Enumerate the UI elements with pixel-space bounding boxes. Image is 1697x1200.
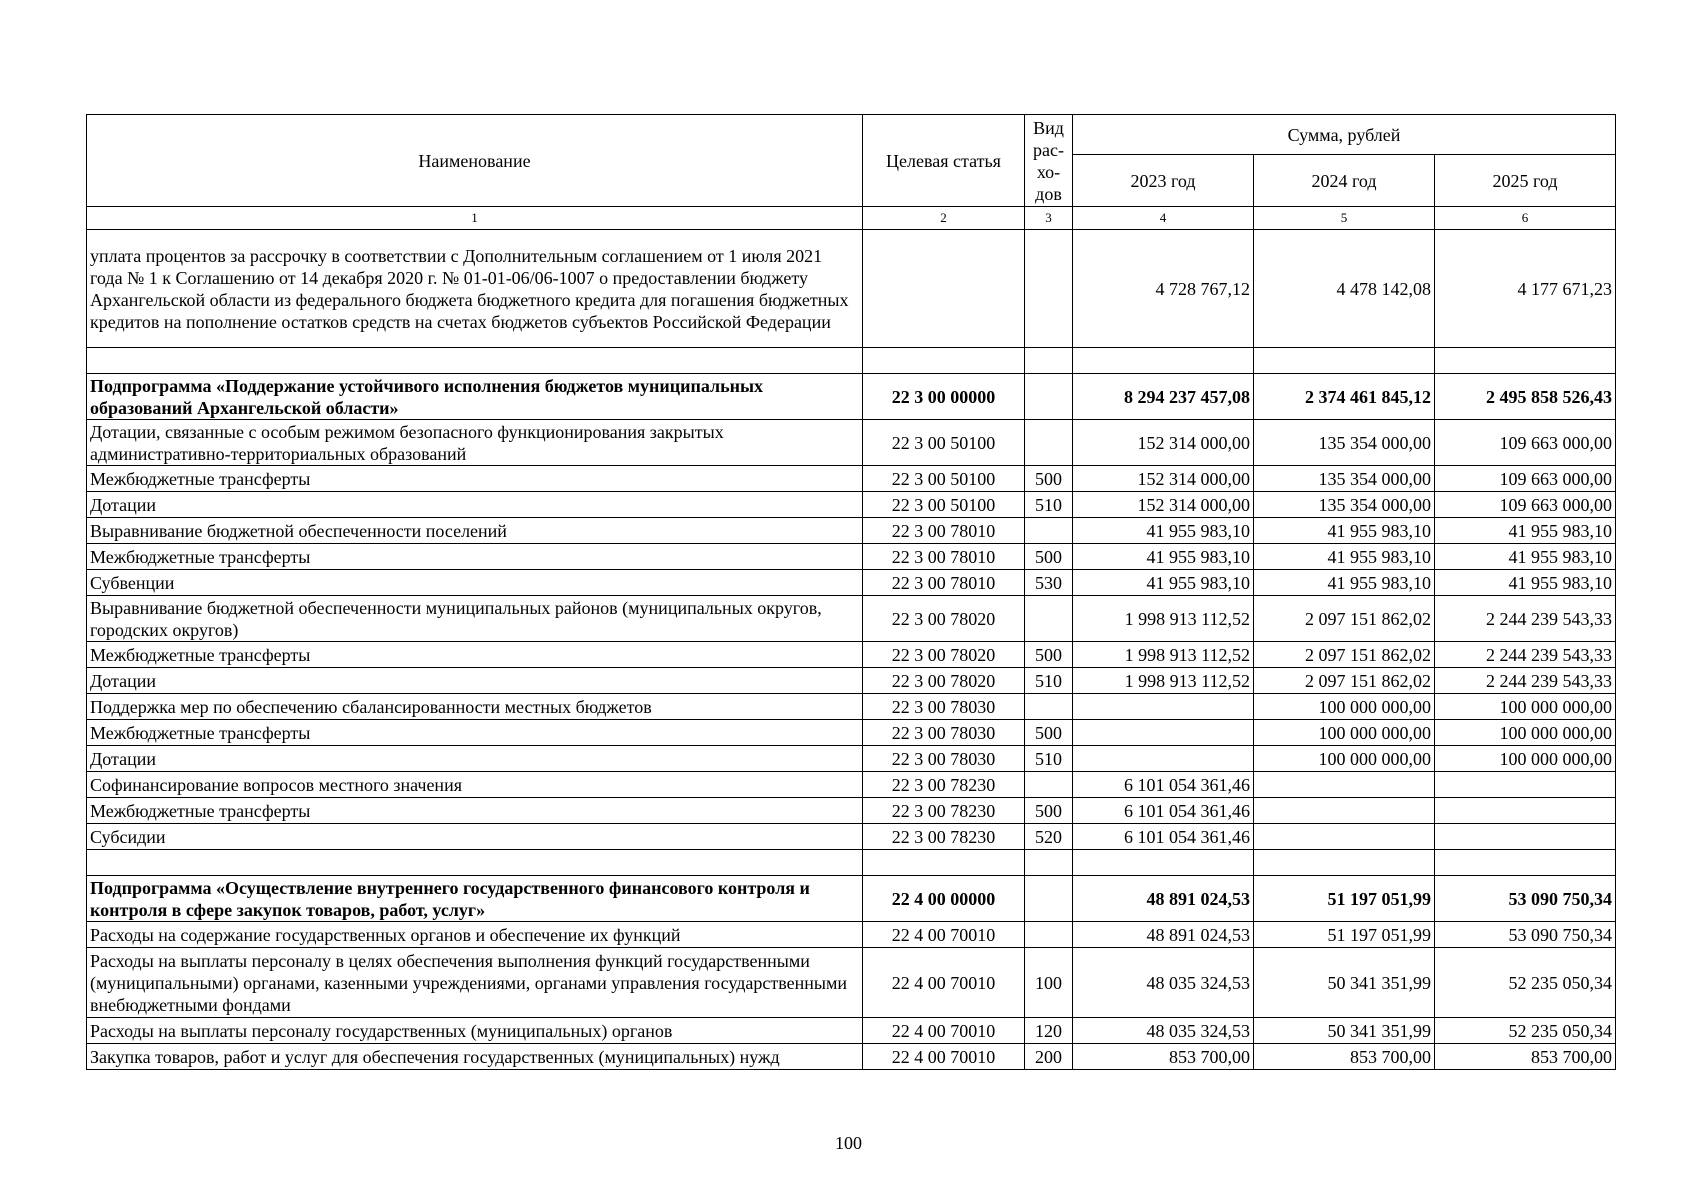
row-amount-2024: 51 197 051,99 xyxy=(1254,876,1435,922)
row-amount-2023: 152 314 000,00 xyxy=(1073,492,1254,518)
row-target-article: 22 3 00 50100 xyxy=(863,466,1025,492)
table-body xyxy=(87,230,1616,1070)
header-sum: Сумма, рублей xyxy=(1073,115,1616,155)
row-amount-2023: 41 955 983,10 xyxy=(1073,570,1254,596)
row-target-article: 22 3 00 78020 xyxy=(863,596,1025,642)
row-amount-2023: 41 955 983,10 xyxy=(1073,518,1254,544)
row-amount-2025: 100 000 000,00 xyxy=(1435,746,1616,772)
row-expense-type: 530 xyxy=(1025,570,1073,596)
row-name: Субсидии xyxy=(87,824,863,850)
row-amount-2025: 100 000 000,00 xyxy=(1435,694,1616,720)
row-name: Дотации xyxy=(87,668,863,694)
row-target-article: 22 3 00 50100 xyxy=(863,420,1025,466)
row-amount-2024: 2 374 461 845,12 xyxy=(1254,374,1435,420)
row-amount-2025: 109 663 000,00 xyxy=(1435,492,1616,518)
table-row xyxy=(87,544,1616,570)
row-amount-2024 xyxy=(1254,348,1435,374)
table-row xyxy=(87,1044,1616,1070)
row-amount-2024: 135 354 000,00 xyxy=(1254,466,1435,492)
row-name xyxy=(87,850,863,876)
row-amount-2025: 52 235 050,34 xyxy=(1435,1018,1616,1044)
row-amount-2025: 2 495 858 526,43 xyxy=(1435,374,1616,420)
row-expense-type xyxy=(1025,374,1073,420)
blank-row xyxy=(87,348,1616,374)
header-name: Наименование xyxy=(87,115,863,207)
row-name: Субвенции xyxy=(87,570,863,596)
table-row xyxy=(87,876,1616,922)
row-target-article: 22 3 00 78030 xyxy=(863,720,1025,746)
row-amount-2025: 100 000 000,00 xyxy=(1435,720,1616,746)
row-amount-2024 xyxy=(1254,798,1435,824)
row-expense-type: 200 xyxy=(1025,1044,1073,1070)
row-amount-2024 xyxy=(1254,824,1435,850)
row-amount-2023: 1 998 913 112,52 xyxy=(1073,642,1254,668)
row-name: Софинансирование вопросов местного значения xyxy=(87,772,863,798)
row-expense-type: 510 xyxy=(1025,668,1073,694)
row-target-article: 22 3 00 78230 xyxy=(863,772,1025,798)
row-amount-2025: 109 663 000,00 xyxy=(1435,466,1616,492)
row-target-article: 22 4 00 70010 xyxy=(863,1044,1025,1070)
row-amount-2023: 41 955 983,10 xyxy=(1073,544,1254,570)
table-row xyxy=(87,1018,1616,1044)
row-amount-2024: 100 000 000,00 xyxy=(1254,720,1435,746)
row-expense-type: 120 xyxy=(1025,1018,1073,1044)
row-name: Выравнивание бюджетной обеспеченности муниципальных районов (муниципальных округов, городских округов) xyxy=(87,596,863,642)
row-amount-2025 xyxy=(1435,798,1616,824)
row-name: Расходы на содержание государственных органов и обеспечение их функций xyxy=(87,922,863,948)
row-expense-type: 100 xyxy=(1025,948,1073,1018)
row-amount-2023: 48 035 324,53 xyxy=(1073,1018,1254,1044)
header-expense-type: Вид рас-хо-дов xyxy=(1025,115,1073,207)
table-row xyxy=(87,374,1616,420)
row-expense-type: 500 xyxy=(1025,642,1073,668)
row-name: Дотации, связанные с особым режимом безопасного функционирования закрытых административно-территориальных образований xyxy=(87,420,863,466)
row-amount-2023 xyxy=(1073,850,1254,876)
column-number: 4 xyxy=(1073,207,1254,230)
row-name: Дотации xyxy=(87,746,863,772)
row-amount-2025: 2 244 239 543,33 xyxy=(1435,596,1616,642)
header-target-article: Целевая статья xyxy=(863,115,1025,207)
row-amount-2023 xyxy=(1073,348,1254,374)
row-name xyxy=(87,348,863,374)
row-name: Дотации xyxy=(87,492,863,518)
table-row xyxy=(87,694,1616,720)
table-row xyxy=(87,922,1616,948)
row-name: Поддержка мер по обеспечению сбалансированности местных бюджетов xyxy=(87,694,863,720)
row-name: Межбюджетные трансферты xyxy=(87,642,863,668)
row-expense-type: 520 xyxy=(1025,824,1073,850)
row-expense-type xyxy=(1025,230,1073,348)
row-amount-2025: 41 955 983,10 xyxy=(1435,544,1616,570)
row-amount-2023: 4 728 767,12 xyxy=(1073,230,1254,348)
table-row xyxy=(87,824,1616,850)
row-name: Закупка товаров, работ и услуг для обеспечения государственных (муниципальных) нужд xyxy=(87,1044,863,1070)
row-amount-2023 xyxy=(1073,720,1254,746)
row-expense-type xyxy=(1025,694,1073,720)
table-row xyxy=(87,642,1616,668)
column-number: 1 xyxy=(87,207,863,230)
row-amount-2025 xyxy=(1435,772,1616,798)
row-name: Подпрограмма «Осуществление внутреннего государственного финансового контроля и контроля в сфере закупок товаров, работ, услуг» xyxy=(87,876,863,922)
row-amount-2023: 853 700,00 xyxy=(1073,1044,1254,1070)
row-amount-2024: 41 955 983,10 xyxy=(1254,544,1435,570)
row-amount-2024: 2 097 151 862,02 xyxy=(1254,596,1435,642)
row-name: Межбюджетные трансферты xyxy=(87,544,863,570)
table-row xyxy=(87,466,1616,492)
header-year-2024: 2024 год xyxy=(1254,155,1435,207)
table-row xyxy=(87,772,1616,798)
row-target-article xyxy=(863,850,1025,876)
column-number: 6 xyxy=(1435,207,1616,230)
row-target-article: 22 3 00 78230 xyxy=(863,798,1025,824)
row-amount-2024 xyxy=(1254,772,1435,798)
row-amount-2025: 109 663 000,00 xyxy=(1435,420,1616,466)
row-amount-2025: 2 244 239 543,33 xyxy=(1435,668,1616,694)
row-target-article: 22 3 00 78020 xyxy=(863,668,1025,694)
row-target-article xyxy=(863,348,1025,374)
row-amount-2024: 100 000 000,00 xyxy=(1254,746,1435,772)
row-expense-type xyxy=(1025,922,1073,948)
row-name: Расходы на выплаты персоналу в целях обеспечения выполнения функций государственными (муниципальными) органами, казенными учреждениями, органами управления государственными внебюджетными фондами xyxy=(87,948,863,1018)
row-target-article: 22 3 00 78030 xyxy=(863,694,1025,720)
row-amount-2023 xyxy=(1073,746,1254,772)
row-amount-2024: 2 097 151 862,02 xyxy=(1254,668,1435,694)
row-amount-2024 xyxy=(1254,850,1435,876)
table-row xyxy=(87,948,1616,1018)
row-amount-2024: 50 341 351,99 xyxy=(1254,1018,1435,1044)
row-target-article: 22 4 00 70010 xyxy=(863,948,1025,1018)
row-amount-2023: 152 314 000,00 xyxy=(1073,420,1254,466)
row-name: Межбюджетные трансферты xyxy=(87,466,863,492)
table-row xyxy=(87,492,1616,518)
row-amount-2024: 41 955 983,10 xyxy=(1254,518,1435,544)
row-expense-type: 500 xyxy=(1025,720,1073,746)
row-amount-2025: 52 235 050,34 xyxy=(1435,948,1616,1018)
row-target-article: 22 3 00 00000 xyxy=(863,374,1025,420)
row-amount-2025: 41 955 983,10 xyxy=(1435,570,1616,596)
row-expense-type xyxy=(1025,876,1073,922)
row-amount-2025 xyxy=(1435,348,1616,374)
row-amount-2023: 8 294 237 457,08 xyxy=(1073,374,1254,420)
row-amount-2024: 135 354 000,00 xyxy=(1254,420,1435,466)
row-expense-type: 510 xyxy=(1025,492,1073,518)
table-row xyxy=(87,230,1616,348)
row-amount-2023: 6 101 054 361,46 xyxy=(1073,798,1254,824)
row-amount-2023: 1 998 913 112,52 xyxy=(1073,596,1254,642)
row-target-article: 22 3 00 78010 xyxy=(863,518,1025,544)
table-row xyxy=(87,798,1616,824)
row-target-article: 22 3 00 50100 xyxy=(863,492,1025,518)
row-target-article: 22 4 00 00000 xyxy=(863,876,1025,922)
row-amount-2024: 853 700,00 xyxy=(1254,1044,1435,1070)
table-row xyxy=(87,518,1616,544)
row-amount-2025: 53 090 750,34 xyxy=(1435,876,1616,922)
header-year-2025: 2025 год xyxy=(1435,155,1616,207)
column-number: 5 xyxy=(1254,207,1435,230)
row-amount-2023: 48 891 024,53 xyxy=(1073,922,1254,948)
row-amount-2023: 6 101 054 361,46 xyxy=(1073,824,1254,850)
column-number: 3 xyxy=(1025,207,1073,230)
row-name: Подпрограмма «Поддержание устойчивого исполнения бюджетов муниципальных образований Архангельской области» xyxy=(87,374,863,420)
row-amount-2023: 1 998 913 112,52 xyxy=(1073,668,1254,694)
row-amount-2024: 100 000 000,00 xyxy=(1254,694,1435,720)
row-amount-2025: 53 090 750,34 xyxy=(1435,922,1616,948)
row-amount-2023: 6 101 054 361,46 xyxy=(1073,772,1254,798)
row-amount-2024: 50 341 351,99 xyxy=(1254,948,1435,1018)
row-expense-type xyxy=(1025,420,1073,466)
row-target-article: 22 3 00 78030 xyxy=(863,746,1025,772)
budget-table xyxy=(86,114,1616,1070)
row-expense-type xyxy=(1025,518,1073,544)
table-row xyxy=(87,668,1616,694)
row-amount-2025: 41 955 983,10 xyxy=(1435,518,1616,544)
row-name: Межбюджетные трансферты xyxy=(87,720,863,746)
row-amount-2025 xyxy=(1435,850,1616,876)
row-target-article: 22 4 00 70010 xyxy=(863,1018,1025,1044)
row-amount-2023: 48 891 024,53 xyxy=(1073,876,1254,922)
row-expense-type: 510 xyxy=(1025,746,1073,772)
row-amount-2023 xyxy=(1073,694,1254,720)
row-amount-2023: 152 314 000,00 xyxy=(1073,466,1254,492)
row-amount-2025: 4 177 671,23 xyxy=(1435,230,1616,348)
blank-row xyxy=(87,850,1616,876)
row-expense-type: 500 xyxy=(1025,466,1073,492)
table-row xyxy=(87,596,1616,642)
row-name: Расходы на выплаты персоналу государственных (муниципальных) органов xyxy=(87,1018,863,1044)
row-expense-type: 500 xyxy=(1025,544,1073,570)
row-target-article: 22 3 00 78230 xyxy=(863,824,1025,850)
table-row xyxy=(87,746,1616,772)
row-expense-type: 500 xyxy=(1025,798,1073,824)
row-target-article: 22 3 00 78010 xyxy=(863,544,1025,570)
row-amount-2024: 51 197 051,99 xyxy=(1254,922,1435,948)
row-expense-type xyxy=(1025,348,1073,374)
row-amount-2024: 41 955 983,10 xyxy=(1254,570,1435,596)
row-amount-2025: 853 700,00 xyxy=(1435,1044,1616,1070)
row-amount-2024: 2 097 151 862,02 xyxy=(1254,642,1435,668)
row-target-article: 22 3 00 78020 xyxy=(863,642,1025,668)
row-target-article: 22 4 00 70010 xyxy=(863,922,1025,948)
row-name: уплата процентов за рассрочку в соответствии с Дополнительным соглашением от 1 июля 2021 года № 1 к Соглашению от 14 декабря 2020 г. № 01-01-06/06-1007 о предоставлении бюджету Архангельской области из федерального бюджета бюджетного кредита для погашения бюджетных кредитов на пополнение остатков средств на счетах бюджетов субъектов Российской Федерации xyxy=(87,230,863,348)
table-row xyxy=(87,720,1616,746)
row-expense-type xyxy=(1025,850,1073,876)
row-amount-2023: 48 035 324,53 xyxy=(1073,948,1254,1018)
row-name: Выравнивание бюджетной обеспеченности поселений xyxy=(87,518,863,544)
header-year-2023: 2023 год xyxy=(1073,155,1254,207)
page-number: 100 xyxy=(835,1133,862,1153)
row-name: Межбюджетные трансферты xyxy=(87,798,863,824)
row-amount-2025: 2 244 239 543,33 xyxy=(1435,642,1616,668)
row-target-article: 22 3 00 78010 xyxy=(863,570,1025,596)
column-number: 2 xyxy=(863,207,1025,230)
row-expense-type xyxy=(1025,596,1073,642)
table-row xyxy=(87,570,1616,596)
row-amount-2024: 135 354 000,00 xyxy=(1254,492,1435,518)
table-row xyxy=(87,420,1616,466)
row-expense-type xyxy=(1025,772,1073,798)
row-target-article xyxy=(863,230,1025,348)
row-amount-2025 xyxy=(1435,824,1616,850)
row-amount-2024: 4 478 142,08 xyxy=(1254,230,1435,348)
column-number-row xyxy=(87,207,1616,230)
